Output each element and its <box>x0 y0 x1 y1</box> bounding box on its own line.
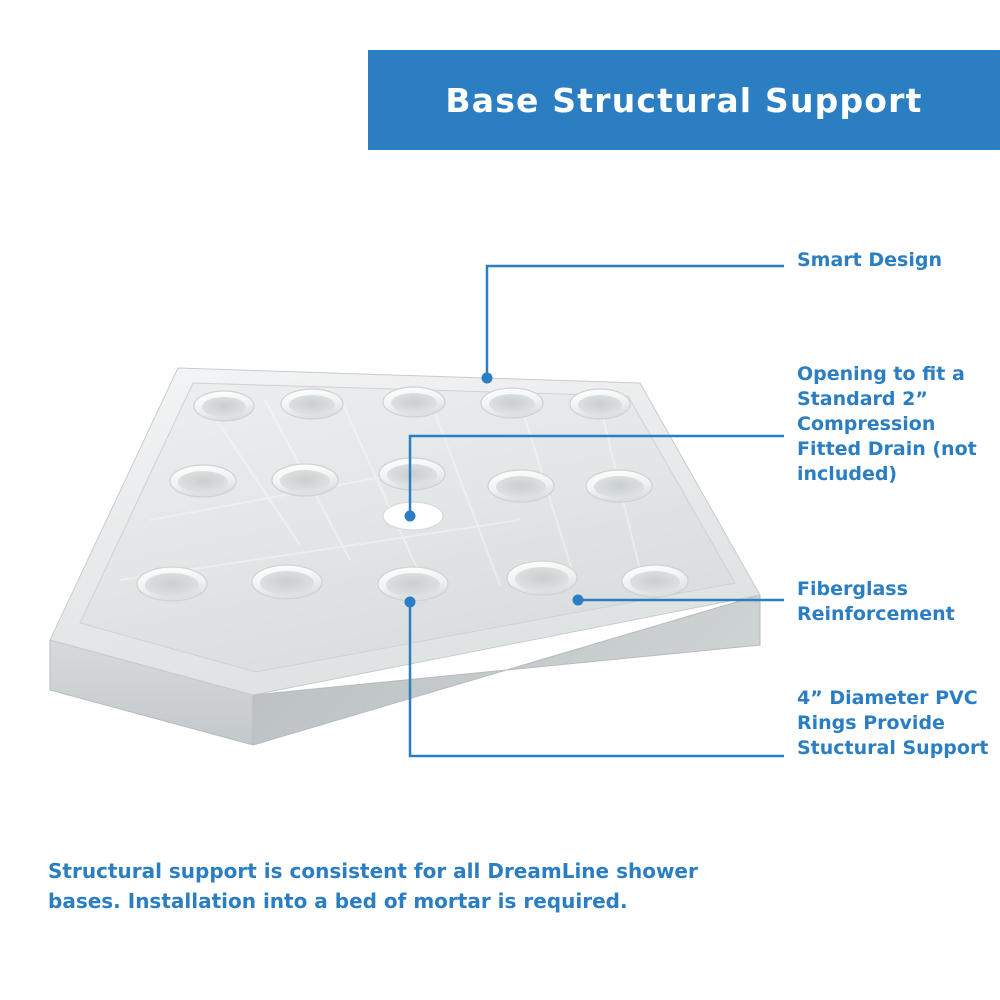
pvc-ring <box>586 470 652 502</box>
pvc-ring <box>481 388 543 418</box>
leader-dot-smart-design <box>482 373 493 384</box>
base-pan-body <box>50 368 760 745</box>
pvc-ring <box>378 567 448 601</box>
pvc-ring <box>622 565 688 597</box>
footer-note: Structural support is consistent for all DreamLine shower bases. Installation into a bed of mortar is required. <box>48 859 698 913</box>
leader-smart-design <box>487 266 784 378</box>
leader-dot-opening <box>405 511 416 522</box>
pvc-ring <box>488 470 554 502</box>
pvc-ring <box>252 565 322 599</box>
callout-pvc-rings: 4” Diameter PVC Rings Provide Stuctural Support <box>797 687 989 759</box>
pvc-ring <box>507 561 577 595</box>
pvc-ring <box>570 389 630 419</box>
page-title: Base Structural Support <box>445 80 923 120</box>
leader-dot-pvc-rings <box>405 597 416 608</box>
pvc-ring <box>137 567 207 601</box>
callout-fiberglass: Fiberglass Reinforcement <box>797 578 955 625</box>
pvc-ring <box>272 464 338 496</box>
pvc-ring <box>281 389 343 419</box>
pvc-ring <box>383 387 445 417</box>
callout-smart-design: Smart Design <box>797 249 942 271</box>
pvc-ring <box>194 391 254 421</box>
leader-dot-fiberglass <box>573 595 584 606</box>
pvc-ring <box>379 458 445 490</box>
callout-opening: Opening to fit a Standard 2” Compression Fitted Drain (not included) <box>797 363 977 485</box>
pvc-ring <box>170 465 236 497</box>
